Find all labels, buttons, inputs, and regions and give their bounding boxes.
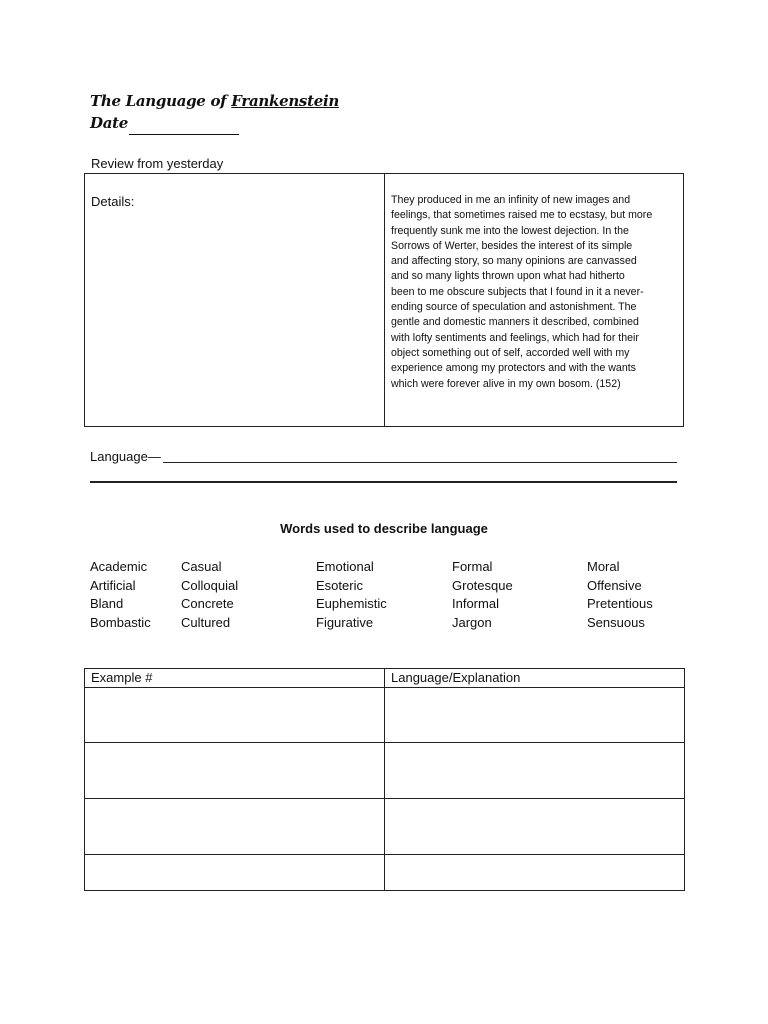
- table-row: [85, 799, 685, 855]
- word-item: Pretentious: [587, 596, 653, 611]
- word-column-5: [587, 558, 653, 632]
- table-row: [85, 855, 685, 891]
- date-label: Date: [90, 114, 128, 132]
- language-label: Language—: [90, 449, 161, 464]
- table-row: [85, 688, 685, 743]
- details-label: Details:: [91, 194, 135, 209]
- example-number-cell[interactable]: [85, 743, 385, 799]
- word-column-2: [181, 558, 238, 632]
- language-answer-line[interactable]: [163, 462, 677, 463]
- words-heading: Words used to describe language: [280, 521, 488, 536]
- language-answer-line-2[interactable]: [90, 481, 677, 483]
- word-item: Esoteric: [316, 577, 363, 593]
- explanation-cell[interactable]: [385, 743, 685, 799]
- example-number-cell[interactable]: [85, 688, 385, 743]
- explanation-cell[interactable]: [385, 688, 685, 743]
- quote-line: been to me obscure subjects that I found in it a never-: [391, 285, 644, 298]
- example-number-header: Example #: [85, 669, 385, 688]
- word-item: Moral: [587, 559, 620, 574]
- quote-line: Sorrows of Werter, besides the interest of its simple: [391, 239, 633, 252]
- word-column-4: [452, 558, 513, 632]
- quote-line: and affecting story, so many opinions are canvassed: [391, 255, 637, 268]
- word-item: Artificial: [90, 577, 136, 593]
- example-table: [84, 668, 685, 891]
- review-table: [84, 173, 684, 427]
- quote-cell: [385, 174, 683, 426]
- table-row: [85, 743, 685, 799]
- quote-line: experience among my protectors and with the wants: [391, 362, 636, 375]
- title-book-name: Frankenstein: [231, 92, 339, 110]
- quote-line: with lofty sentiments and feelings, which had for their: [391, 331, 639, 344]
- word-item: Bombastic: [90, 614, 151, 630]
- quote-line: feelings, that sometimes raised me to ecstasy, but more: [391, 209, 653, 222]
- quote-line: object something out of self, accorded well with my: [391, 346, 630, 359]
- quote-line: ending source of speculation and astonishment. The: [391, 301, 637, 314]
- frankenstein-quote: [391, 193, 683, 392]
- quote-line: frequently sunk me into the lowest dejection. In the: [391, 224, 629, 237]
- word-item: Bland: [90, 596, 124, 611]
- word-item: Figurative: [316, 614, 374, 630]
- word-item: Emotional: [316, 559, 374, 574]
- explanation-cell[interactable]: [385, 799, 685, 855]
- review-heading: Review from yesterday: [91, 156, 224, 171]
- date-blank-field[interactable]: [129, 116, 239, 135]
- word-item: Concrete: [181, 596, 234, 611]
- example-number-cell[interactable]: [85, 855, 385, 891]
- date-line: [90, 114, 239, 133]
- word-item: Offensive: [587, 577, 642, 593]
- example-table-header: [85, 669, 685, 688]
- worksheet-title: [90, 92, 339, 110]
- word-column-1: [90, 558, 151, 632]
- quote-line: They produced in me an infinity of new images and: [391, 194, 631, 206]
- word-item: Grotesque: [452, 577, 513, 593]
- word-column-3: [316, 558, 387, 632]
- word-item: Academic: [90, 559, 148, 574]
- word-item: Informal: [452, 596, 499, 611]
- word-item: Euphemistic: [316, 596, 387, 611]
- word-item: Casual: [181, 559, 222, 574]
- quote-line: gentle and domestic manners it described, combined: [391, 316, 639, 329]
- word-item: Jargon: [452, 614, 492, 630]
- quote-line: and so many lights thrown upon what had hitherto: [391, 270, 625, 283]
- example-number-cell[interactable]: [85, 799, 385, 855]
- language-explanation-header: Language/Explanation: [385, 669, 685, 688]
- title-prefix: The Language of: [90, 92, 232, 110]
- word-item: Sensuous: [587, 614, 645, 630]
- word-item: Formal: [452, 559, 493, 574]
- word-item: Colloquial: [181, 577, 239, 593]
- explanation-cell[interactable]: [385, 855, 685, 891]
- word-item: Cultured: [181, 614, 231, 630]
- details-cell[interactable]: [85, 174, 385, 426]
- quote-line: which were forever alive in my own bosom. (152): [391, 377, 621, 390]
